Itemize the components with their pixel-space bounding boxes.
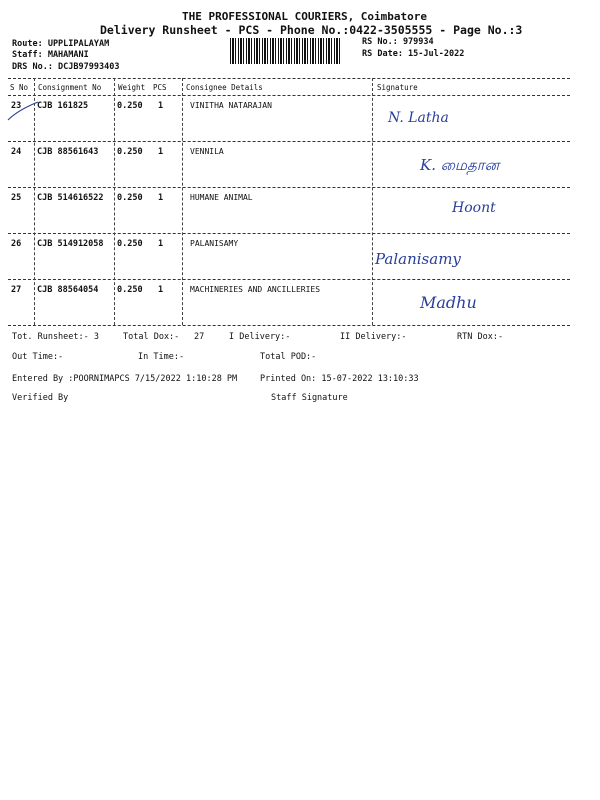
row-divider <box>8 141 570 142</box>
table-bottom-rule <box>8 325 570 326</box>
row-consignee: VINITHA NATARAJAN <box>190 101 272 110</box>
out-time: Out Time:- <box>12 352 64 362</box>
printed-on: Printed On: 15-07-2022 13:10:33 <box>260 374 419 384</box>
col-header-weight: Weight <box>118 83 146 92</box>
row-weight: 0.250 <box>117 193 143 203</box>
drs-number: DRS No.: DCJB97993403 <box>12 62 120 72</box>
row-weight: 0.250 <box>117 147 143 157</box>
row-pcs: 1 <box>158 101 164 111</box>
row-consignment: CJB 88564054 <box>37 285 99 295</box>
signature-image: Palanisamy <box>375 250 461 268</box>
row-pcs: 1 <box>158 193 164 203</box>
row-consignee: PALANISAMY <box>190 239 239 248</box>
rtn-dox: RTN Dox:- <box>457 332 504 342</box>
ii-delivery: II Delivery:- <box>340 332 407 342</box>
row-consignee: VENNILA <box>190 147 224 156</box>
row-divider <box>8 187 570 188</box>
column-divider <box>114 78 115 325</box>
col-header-pcs: PCS <box>153 83 167 92</box>
table-top-rule <box>8 78 570 79</box>
tick-mark <box>6 100 40 124</box>
row-pcs: 1 <box>158 285 164 295</box>
rs-date: RS Date: 15-Jul-2022 <box>362 49 465 59</box>
row-pcs: 1 <box>158 239 164 249</box>
row-sno: 24 <box>11 147 22 157</box>
total-dox-label: Total Dox:- <box>123 332 180 342</box>
row-sno: 25 <box>11 193 22 203</box>
row-weight: 0.250 <box>117 101 143 111</box>
company-title: THE PROFESSIONAL COURIERS, Coimbatore <box>182 10 428 23</box>
runsheet-subtitle: Delivery Runsheet - PCS - Phone No.:0422-3505555 - Page No.:3 <box>100 23 523 37</box>
barcode <box>230 38 340 64</box>
col-header-consignee: Consignee Details <box>186 83 263 92</box>
row-consignment: CJB 88561643 <box>37 147 99 157</box>
in-time: In Time:- <box>138 352 185 362</box>
staff-signature-label: Staff Signature <box>271 393 348 403</box>
col-header-consignment: Consignment No <box>38 83 102 92</box>
staff-label: Staff: MAHAMANI <box>12 50 89 60</box>
signature-image: K. மைதான <box>420 156 500 174</box>
signature-image: Hoont <box>452 200 496 216</box>
row-weight: 0.250 <box>117 239 143 249</box>
row-consignee: HUMANE ANIMAL <box>190 193 253 202</box>
table-header-rule <box>8 95 570 96</box>
row-divider <box>8 279 570 280</box>
row-consignment: CJB 514912058 <box>37 239 104 249</box>
verified-by: Verified By <box>12 393 69 403</box>
row-pcs: 1 <box>158 147 164 157</box>
rs-number: RS No.: 979934 <box>362 37 434 47</box>
total-dox-value: 27 <box>194 332 205 342</box>
row-consignment: CJB 161825 <box>37 101 89 111</box>
row-consignment: CJB 514616522 <box>37 193 104 203</box>
entered-by: Entered By :POORNIMAPCS 7/15/2022 1:10:28 PM <box>12 374 238 384</box>
row-sno: 23 <box>11 101 22 111</box>
signature-image: N. Latha <box>388 110 449 126</box>
col-header-signature: Signature <box>377 83 418 92</box>
route-label: Route: UPPLIPALAYAM <box>12 39 110 49</box>
column-divider <box>372 78 373 325</box>
total-runsheet: Tot. Runsheet:- 3 <box>12 332 99 342</box>
row-weight: 0.250 <box>117 285 143 295</box>
column-divider <box>182 78 183 325</box>
total-pod: Total POD:- <box>260 352 317 362</box>
signature-image: Madhu <box>420 293 477 312</box>
col-header-sno: S No <box>10 83 29 92</box>
row-divider <box>8 233 570 234</box>
i-delivery: I Delivery:- <box>229 332 291 342</box>
row-sno: 26 <box>11 239 22 249</box>
row-sno: 27 <box>11 285 22 295</box>
row-consignee: MACHINERIES AND ANCILLERIES <box>190 285 321 294</box>
